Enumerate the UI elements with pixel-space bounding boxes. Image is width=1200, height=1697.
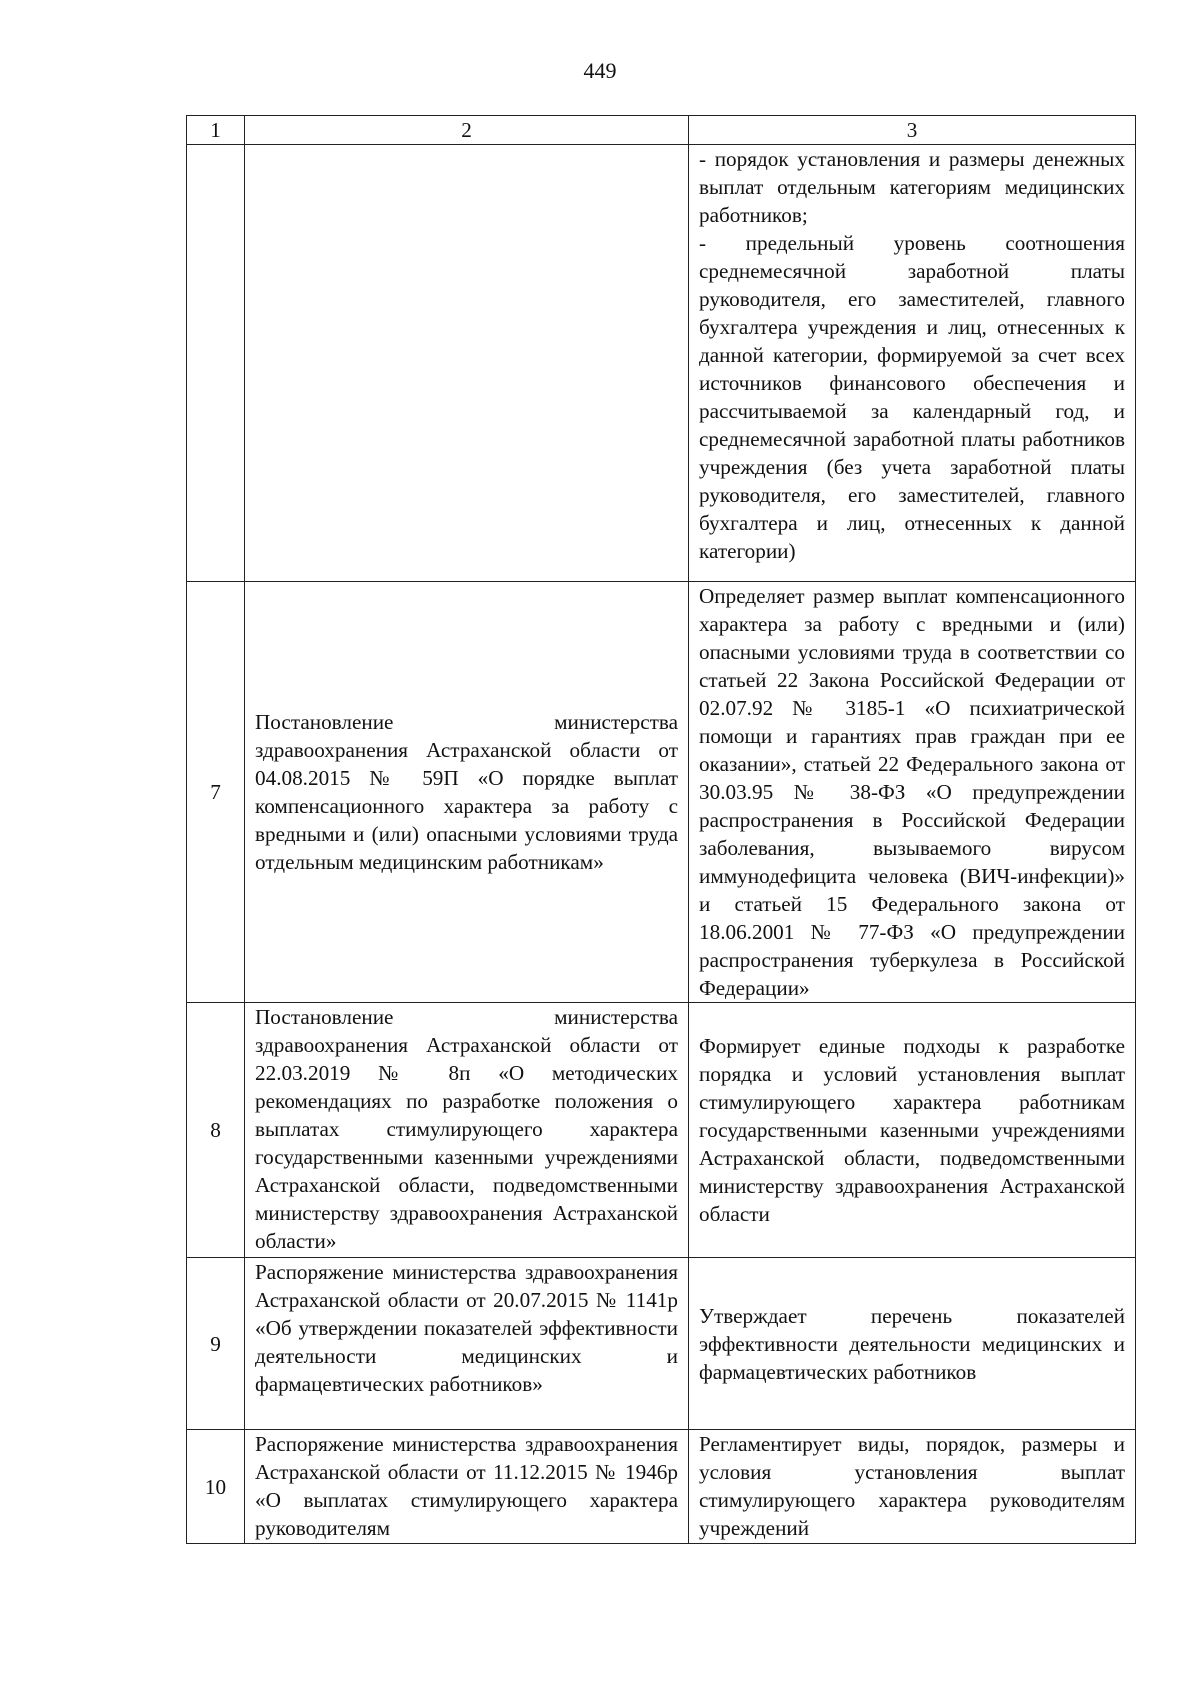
row-description: Регламентирует виды, порядок, размеры и условия установления выплат стимулирующего характера руководителям учреждений: [689, 1430, 1136, 1544]
row-description: Формирует единые подходы к разработке порядка и условий установления выплат стимулирующего характера работникам государственными казенными учреждениями Астраханской области, подведомственными министерству здравоохранения Астраханской области: [689, 1003, 1136, 1258]
description-paragraph: - предельный уровень соотношения среднемесячной заработной платы руководителя, его заместителей, главного бухгалтера учреждения и лиц, отнесенных к данной категории, формируемой за счет всех источников финансового обеспечения и рассчитываемой за календарный год, и среднемесячной заработной платы работников учреждения (без учета заработной платы руководителя, его заместителей, главного бухгалтера и лиц, отнесенных к данной категории): [699, 231, 1125, 563]
row-description: [689, 145, 1136, 582]
row-document: [245, 145, 689, 582]
row-number: 7: [187, 582, 245, 1003]
row-number: 10: [187, 1430, 245, 1544]
row-number: 9: [187, 1258, 245, 1430]
table-row: [187, 1430, 1136, 1544]
description-paragraph: - порядок установления и размеры денежных выплат отдельным категориям медицинских работников;: [699, 147, 1125, 227]
table-row: [187, 582, 1136, 1003]
table-row: [187, 1003, 1136, 1258]
row-document: Распоряжение министерства здравоохранения Астраханской области от 20.07.2015 № 1141р «Об утверждении показателей эффективности деятельности медицинских и фармацевтических работников»: [245, 1258, 689, 1430]
table-row: [187, 145, 1136, 582]
page-number: 449: [583, 58, 617, 83]
row-document: Постановление министерства здравоохранения Астраханской области от 22.03.2019 № 8п «О методических рекомендациях по разработке положения о выплатах стимулирующего характера государственными казенными учреждениями Астраханской области, подведомственными министерству здравоохранения Астраханской области»: [245, 1003, 689, 1258]
row-number: [187, 145, 245, 582]
header-col-3: 3: [689, 116, 1136, 145]
regulations-table: [186, 115, 1136, 1544]
row-description: Определяет размер выплат компенсационного характера за работу с вредными и (или) опасными условиями труда в соответствии со статьей 22 Закона Российской Федерации от 02.07.92 № 3185-1 «О психиатрической помощи и гарантиях прав граждан при ее оказании», статьей 22 Федерального закона от 30.03.95 № 38-ФЗ «О предупреждении распространения в Российской Федерации заболевания, вызываемого вирусом иммунодефицита человека (ВИЧ-инфекции)» и статьей 15 Федерального закона от 18.06.2001 № 77-ФЗ «О предупреждении распространения туберкулеза в Российской Федерации»: [689, 582, 1136, 1003]
table-row: [187, 1258, 1136, 1430]
row-number: 8: [187, 1003, 245, 1258]
row-document: Постановление министерства здравоохранения Астраханской области от 04.08.2015 № 59П «О порядке выплат компенсационного характера за работу с вредными и (или) опасными условиями труда отдельным медицинским работникам»: [245, 582, 689, 1003]
row-description: Утверждает перечень показателей эффективности деятельности медицинских и фармацевтических работников: [689, 1258, 1136, 1430]
header-col-2: 2: [245, 116, 689, 145]
table-header-row: [187, 116, 1136, 145]
row-document: Распоряжение министерства здравоохранения Астраханской области от 11.12.2015 № 1946р «О выплатах стимулирующего характера руководителям: [245, 1430, 689, 1544]
header-col-1: 1: [187, 116, 245, 145]
